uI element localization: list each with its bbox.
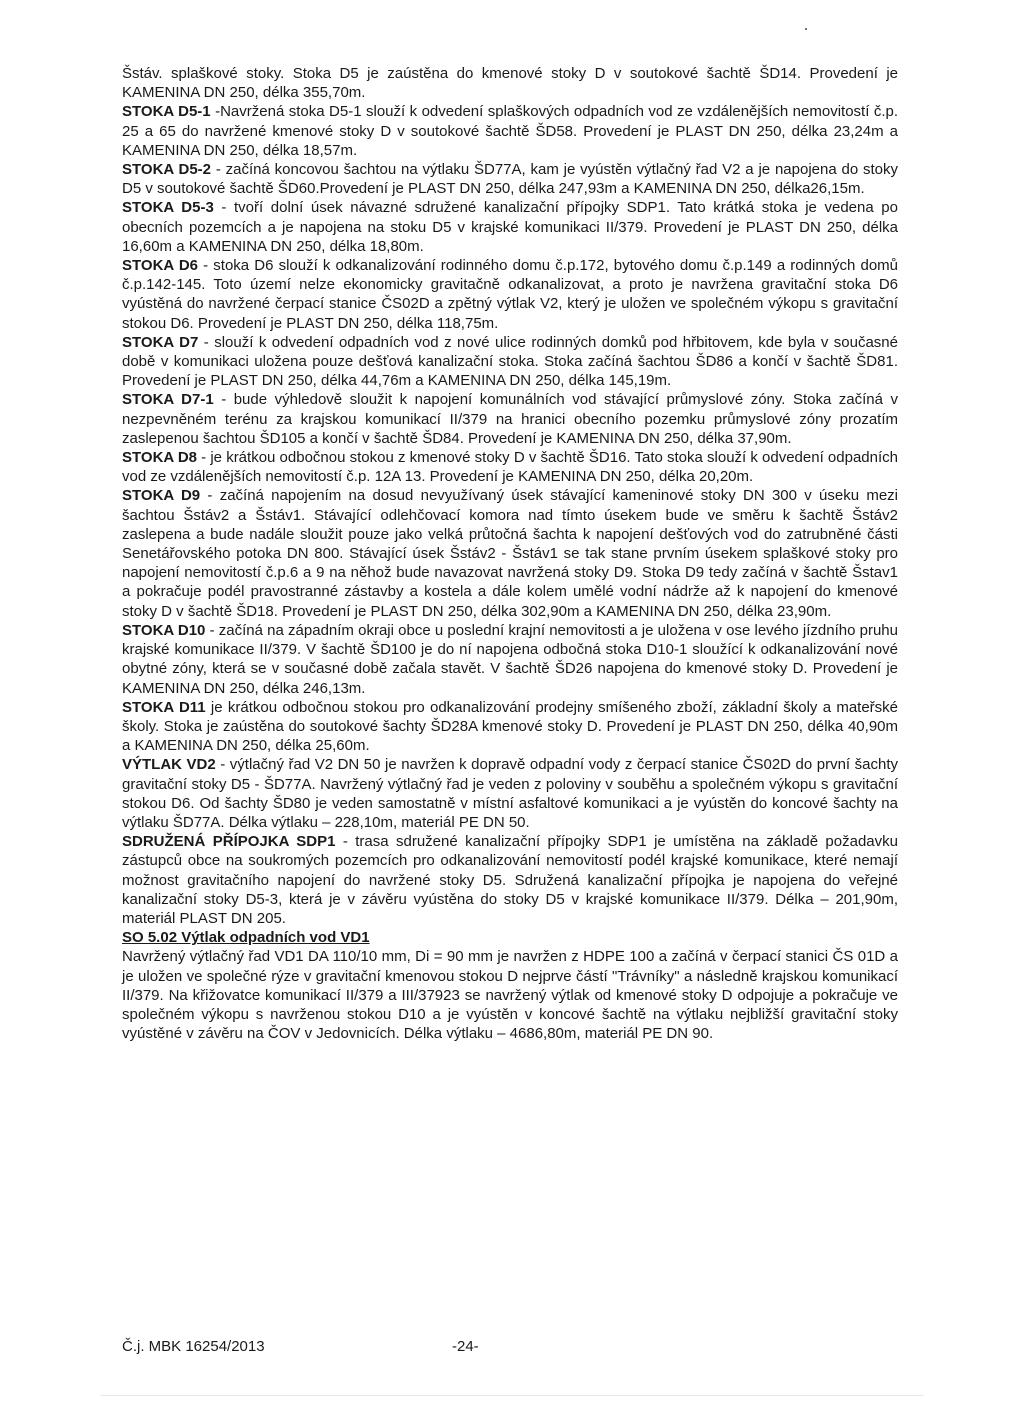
- paragraph-so-5-02: Navržený výtlačný řad VD1 DA 110/10 mm, Di = 90 mm je navržen z HDPE 100 a začíná v čerpací stanici ČS 01D a je uložen ve společné rýze v gravitační kmenovou stokou D nejprve částí "Trávníky" a následně krajskou komunikací II/379. Na křižovatce komunikací II/379 a III/37923 se navržený výtlak od kmenové stoky D odpojuje a pokračuje ve společném výkopu s navrženou stokou D10 a je vyústěn v koncové šachtě na výtlaku nejbližší gravitační stoky vyústěné v závěru na ČOV v Jedovnicích. Délka výtlaku – 4686,80m, materiál PE DN 90.: [122, 948, 898, 1043]
- paragraph-stoka-d5-3: STOKA D5-3 - tvoří dolní úsek návazné sdružené kanalizační přípojky SDP1. Tato krátká stoka je vedena po obecních pozemcích a je napojena na stoku D5 v krajské komunikaci II/379. Provedení je PLAST DN 250, délka 16,60m a KAMENINA DN 250, délka 18,80m.: [122, 199, 898, 255]
- paragraph-vytlak-vd2: VÝTLAK VD2 - výtlačný řad V2 DN 50 je navržen k dopravě odpadní vody z čerpací stanice ČS02D do první šachty gravitační stoky D5 - ŠD77A. Navržený výtlačný řad je veden z poloviny v souběhu a společném výkopu s gravitační stokou D6. Od šachty ŠD80 je veden samostatně v místní asfaltové komunikaci a je vyústěn do koncové šachty na výtlaku ŠD77A. Délka výtlaku – 228,10m, materiál PE DN 50.: [122, 756, 898, 831]
- document-body: [122, 64, 898, 1043]
- page-number: -24-: [452, 1338, 479, 1355]
- section-heading-so-5-02: SO 5.02 Výtlak odpadních vod VD1: [122, 929, 370, 947]
- paragraph-stoka-d5-2: STOKA D5-2 - začíná koncovou šachtou na výtlaku ŠD77A, kam je vyústěn výtlačný řad V2 a je napojena do stoky D5 v soutokové šachtě ŠD60.Provedení je PLAST DN 250, délka 247,93m a KAMENINA DN 250, délka26,15m.: [122, 161, 898, 198]
- paragraph-stoka-d7: STOKA D7 - slouží k odvedení odpadních vod z nové ulice rodinných domků pod hřbitovem, kde byla v současné době v komunikaci uložena pouze dešťová kanalizační stoka. Stoka začíná šachtou ŠD86 a končí v šachtě ŠD81. Provedení je PLAST DN 250, délka 44,76m a KAMENINA DN 250, délka 145,19m.: [122, 333, 898, 390]
- paragraph-stoka-d7-1: STOKA D7-1 - bude výhledově sloužit k napojení komunálních vod stávající průmyslové zóny. Stoka začíná v nezpevněném terénu za krajskou komunikací II/379 na hranici obecního pozemku průmyslové zóny prozatím zaslepenou šachtou ŠD105 a končí v šachtě ŠD84. Provedení je KAMENINA DN 250, délka 37,90m.: [122, 391, 899, 447]
- scan-speck: [805, 28, 807, 30]
- paragraph-intro: Šstáv. splaškové stoky. Stoka D5 je zaústěna do kmenové stoky D v soutokové šachtě ŠD14. Provedení je KAMENINA DN 250, délka 355,70m.: [122, 65, 898, 102]
- paragraph-stoka-d10: STOKA D10 - začíná na západním okraji obce u poslední krajní nemovitosti a je uložena v ose levého jízdního pruhu krajské komunikace II/379. V šachtě ŠD100 je do ní napojena odbočná stoka D10-1 sloužící k odkanalizování nové obytné zóny, která se v současné době začala stavět. V šachtě ŠD26 napojena do kmenové stoky D. Provedení je KAMENINA DN 250, délka 246,13m.: [122, 621, 898, 697]
- paragraph-stoka-d8: STOKA D8 - je krátkou odbočnou stokou z kmenové stoky D v šachtě ŠD16. Tato stoka slouží k odvedení odpadních vod ze vzdálenějších nemovitostí č.p. 12A 13. Provedení je KAMENINA DN 250, délka 20,20m.: [122, 449, 898, 486]
- paragraph-stoka-d11: STOKA D11 je krátkou odbočnou stokou pro odkanalizování prodejny smíšeného zboží, základní školy a mateřské školy. Stoka je zaústěna do soutokové šachty ŠD28A kmenové stoky D. Provedení je PLAST DN 250, délka 40,90m a KAMENINA DN 250, délka 25,60m.: [122, 698, 899, 755]
- paragraph-stoka-d6: STOKA D6 - stoka D6 slouží k odkanalizování rodinného domu č.p.172, bytového domu č.p.149 a rodinných domů č.p.142-145. Toto území nelze ekonomicky gravitačně odkanalizovat, a proto je navržena gravitační stoka D6 vyústěná do navržené čerpací stanice ČS02D a zpětný výtlak V2, který je uložen ve společném výkopu s gravitační stokou D6. Provedení je PLAST DN 250, délka 118,75m.: [122, 257, 899, 332]
- paragraph-stoka-d5-1: STOKA D5-1 -Navržená stoka D5-1 slouží k odvedení splaškových odpadních vod ze vzdálenějších nemovitostí č.p. 25 a 65 do navržené kmenové stoky D v soutokové šachtě ŠD58. Provedení je PLAST DN 250, délka 23,24m a KAMENINA DN 250, délka 18,57m.: [122, 103, 898, 159]
- document-reference: Č.j. MBK 16254/2013: [122, 1338, 265, 1355]
- paragraph-stoka-d9: STOKA D9 - začíná napojením na dosud nevyužívaný úsek stávající kameninové stoky DN 300 v úseku mezi šachtou Šstáv2 a Šstáv1. Stávající odlehčovací komora nad tímto úsekem bude ve směru k šachtě Šstáv2 zaslepena a bude nadále sloužit pouze jako velká průtočná šachta k napojení dešťových vod do zatrubněné části Senetářovského potoka DN 800. Stávající úsek Šstáv2 - Šstáv1 se tak stane prvním úsekem splaškové stoky pro napojení nemovitostí č.p.6 a 9 na něhož bude navazovat navržená stoky D9. Stoka D9 tedy začíná v šachtě Šstav1 a pokračuje podél pravostranné zástavby a kostela a dále kolem umělé vodní nádrže až k napojení do kmenové stoky D v šachtě ŠD18. Provedení je PLAST DN 250, délka 302,90m a KAMENINA DN 250, délka 23,90m.: [122, 487, 899, 620]
- paragraph-sdp1: SDRUŽENÁ PŘÍPOJKA SDP1 - trasa sdružené kanalizační přípojky SDP1 je umístěna na základě požadavku zástupců obce na soukromých pozemcích pro odkanalizování nemovitostí podél krajské komunikace, které nemají možnost gravitačního napojení do navržené stoky D5. Sdružená kanalizační přípojka je napojena do veřejné kanalizační stoky D5-3, která je v závěru vyústěna do stoky D5 v krajské komunikace II/379. Délka – 201,90m, materiál PLAST DN 205.: [122, 833, 898, 927]
- scan-artifact-line: [100, 1395, 924, 1396]
